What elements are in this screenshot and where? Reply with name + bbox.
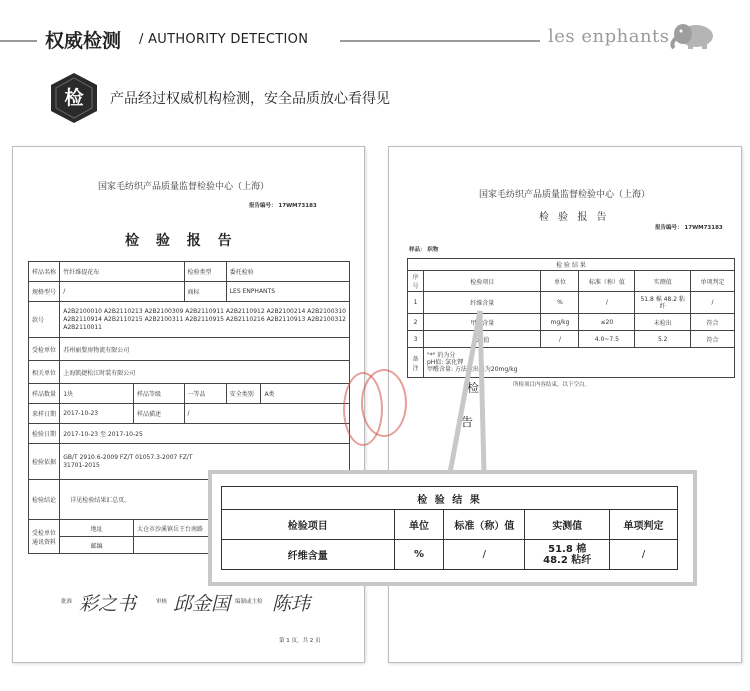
approve-label: 批准 xyxy=(61,599,73,605)
callout-connector xyxy=(430,305,530,475)
cell-sampling-date: 2017-10-23 xyxy=(60,404,134,424)
left-report-title: 检 验 报 告 xyxy=(125,233,238,249)
cell-label: 来样日期 xyxy=(29,404,60,424)
cell-client: 苏州丽婴房物流有限公司 xyxy=(60,338,350,361)
conclusion-text: 详见检验结果汇总页。 xyxy=(70,497,131,504)
page-number: 第 1 页，共 2 页 xyxy=(279,638,321,644)
cell-label: 款号 xyxy=(29,302,60,338)
cell-label: 样品描述 xyxy=(133,404,184,424)
header-rule-mid xyxy=(340,40,540,42)
callout-cell: / xyxy=(610,540,678,570)
right-sample-label: 样品： 织物 xyxy=(409,247,439,253)
callout-header: 单位 xyxy=(394,510,444,540)
basis-line: GB/T 2910.6-2009 FZ/T 01057.3-2007 FZ/T xyxy=(63,453,193,461)
basis-line: 31701-2015 xyxy=(63,461,100,469)
cell-label: 安全类别 xyxy=(226,384,261,404)
cell-label: 检验类型 xyxy=(184,262,226,282)
cell-safety: A类 xyxy=(261,384,350,404)
cell-label: 规格型号 xyxy=(29,282,60,302)
page-title: 权威检测 xyxy=(45,30,122,52)
col-header: 序号 xyxy=(408,271,424,292)
brand-name: les enphants xyxy=(548,26,670,47)
note-line: "*" 的为分 xyxy=(426,352,456,359)
review-signature: 邱金国 xyxy=(173,593,231,615)
callout-table xyxy=(221,486,678,570)
badge-char: 检 xyxy=(64,87,84,109)
cell-label: 样品等级 xyxy=(133,384,184,404)
cell: pH值 xyxy=(423,331,541,348)
cell-label: 检验结论 xyxy=(29,480,60,520)
cell: 纤维含量 xyxy=(423,292,541,314)
elephant-logo-icon xyxy=(668,18,716,50)
cell-label: 地址 xyxy=(60,520,134,537)
col-header: 检验项目 xyxy=(423,271,541,292)
tagline: 产品经过权威机构检测，安全品质放心看得见 xyxy=(110,91,390,107)
page-subtitle: / AUTHORITY DETECTION xyxy=(139,32,309,47)
cell: / xyxy=(691,292,735,314)
cell-label: 商标 xyxy=(184,282,226,302)
cell-qty: 1块 xyxy=(60,384,134,404)
cell-label: 邮编 xyxy=(60,537,134,554)
end-text: 所检项目内容结束，以下空白。 xyxy=(513,382,591,388)
cell-label: 受检单位 xyxy=(29,338,60,361)
fragment-text: 检 xyxy=(467,381,480,395)
callout-title: 检 验 结 果 xyxy=(222,487,678,510)
cell: 未检出 xyxy=(635,314,691,331)
cell-label: 检验日期 xyxy=(29,424,60,444)
cell: 符合 xyxy=(691,314,735,331)
cell-label: 相关单位 xyxy=(29,361,60,384)
right-report-no: 报告编号： 17WM73183 xyxy=(655,225,723,231)
cell: 3 xyxy=(408,331,424,348)
right-report-title: 检 验 报 告 xyxy=(539,212,610,223)
cell-label: 检验依据 xyxy=(29,444,60,480)
approve-signature: 彩之书 xyxy=(79,593,137,615)
col-header: 单位 xyxy=(541,271,579,292)
cell-label: 受检单位通讯资料 xyxy=(29,520,60,554)
cell-test-date: 2017-10-23 至 2017-10-25 xyxy=(60,424,350,444)
style-line: A2B2110011 xyxy=(63,323,102,331)
cell: 4.0~7.5 xyxy=(579,331,635,348)
result-title: 检 验 结 果 xyxy=(408,259,735,271)
cell-address: 太仓市沙溪镇岳王台南路 xyxy=(133,520,349,537)
cell: / xyxy=(579,292,635,314)
cell: 5.2 xyxy=(635,331,691,348)
cell-grade: 一等品 xyxy=(184,384,226,404)
left-report-no: 报告编号： 17WM73183 xyxy=(249,203,317,209)
cell: 1 xyxy=(408,292,424,314)
cell-check-type: 委托检验 xyxy=(226,262,349,282)
callout-cell: % xyxy=(394,540,444,570)
cell: 51.8 棉 48.2 粘纤 xyxy=(635,292,691,314)
callout-cell: / xyxy=(444,540,525,570)
col-header: 标准（称）值 xyxy=(579,271,635,292)
col-header: 实测值 xyxy=(635,271,691,292)
callout-table-wrap xyxy=(221,486,678,570)
callout-cell: 纤维含量 xyxy=(222,540,395,570)
header-rule-left xyxy=(0,40,37,42)
cell-style-codes xyxy=(60,302,350,338)
cell-desc: / xyxy=(184,404,349,424)
col-header: 单项判定 xyxy=(691,271,735,292)
callout-cell: 51.8 棉 48.2 粘纤 xyxy=(525,540,610,570)
cell-sample-name: 竹纤维提花布 xyxy=(60,262,184,282)
callout-row xyxy=(222,540,678,570)
cell-maker: 上海凯捷松江时装有限公司 xyxy=(60,361,350,384)
callout-header: 标准（称）值 xyxy=(444,510,525,540)
cell-brand: LES ENPHANTS xyxy=(226,282,349,302)
notes-label: 备注 xyxy=(408,348,424,378)
note-line: pH值: 氯化钾 xyxy=(426,359,464,366)
note-line: 甲醛含量: 方法检出限为20mg/kg xyxy=(426,366,518,373)
cell: mg/kg xyxy=(541,314,579,331)
right-org: 国家毛纺织产品质量监督检验中心（上海） xyxy=(479,190,651,200)
cell-label: 样品数量 xyxy=(29,384,60,404)
left-org: 国家毛纺织产品质量监督检验中心（上海） xyxy=(98,182,270,192)
callout-header: 实测值 xyxy=(525,510,610,540)
style-line: A2B2110914 A2B2110215 A2B2100311 A2B2110915 A2B2110216 A2B2110913 A2B2100312 xyxy=(63,315,346,323)
cell: 甲醛含量 xyxy=(423,314,541,331)
review-label: 审核 xyxy=(156,599,168,605)
cell: / xyxy=(541,331,579,348)
cell-label: 样品名称 xyxy=(29,262,60,282)
callout-header: 单项判定 xyxy=(610,510,678,540)
fragment-text: 告 xyxy=(461,415,474,429)
compile-signature: 陈玮 xyxy=(272,593,311,615)
cell: % xyxy=(541,292,579,314)
style-line: A2B2100010 A2B2110213 A2B2100309 A2B2110911 A2B2110912 A2B2100214 A2B2100310 xyxy=(63,307,346,315)
callout-header: 检验项目 xyxy=(222,510,395,540)
compile-label: 编制或主检 xyxy=(235,599,263,605)
cell: 2 xyxy=(408,314,424,331)
cell: 符合 xyxy=(691,331,735,348)
cell: ≤20 xyxy=(579,314,635,331)
red-stamp xyxy=(361,369,407,437)
cell-spec: / xyxy=(60,282,184,302)
